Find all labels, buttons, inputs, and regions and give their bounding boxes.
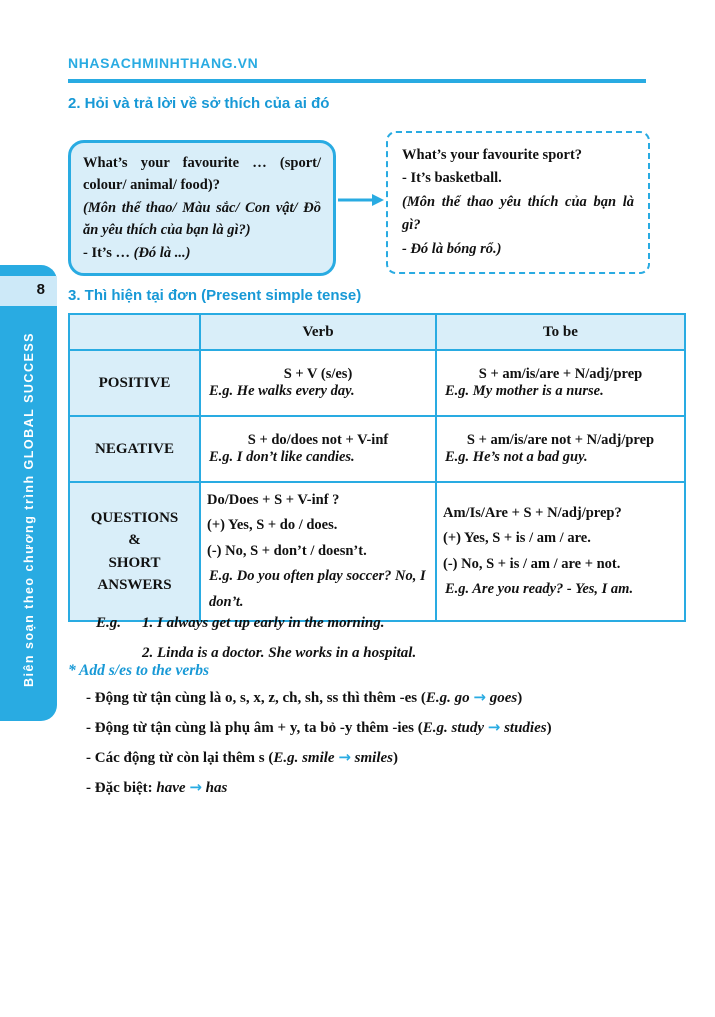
rule-special-result: has xyxy=(201,779,228,796)
rule-es-close: ) xyxy=(517,690,523,706)
questions-label-line4: ANSWERS xyxy=(97,577,172,593)
examples-block xyxy=(96,608,416,668)
rule-s-result: smiles xyxy=(350,749,394,766)
rule-special xyxy=(86,773,552,803)
questions-verb-line1: Do/Does + S + V-inf ? xyxy=(207,492,340,509)
rule-ies-close: ) xyxy=(546,719,552,736)
example-dialog-box xyxy=(386,131,650,274)
rule-special-text: - Đặc biệt: xyxy=(86,779,157,796)
questions-label-line1: QUESTIONS xyxy=(90,509,179,526)
negative-tobe-example: E.g. He’s not a bad guy. xyxy=(445,449,588,465)
row-label-negative: NEGATIVE xyxy=(69,416,200,482)
questions-tobe-line2: (+) Yes, S + is / am / are. xyxy=(443,530,591,547)
row-label-positive: POSITIVE xyxy=(69,350,200,416)
positive-tobe-cell xyxy=(436,350,685,416)
positive-verb-formula: S + V (s/es) xyxy=(283,366,353,382)
question-pattern-en: What’s your favourite … (sport/ colour/ animal/ food)? xyxy=(83,155,321,194)
rule-es xyxy=(86,683,552,713)
rule-ies-text: - Động từ tận cùng là phụ âm + y, ta bỏ -y thêm -ies ( xyxy=(86,719,423,736)
answer-pattern-en: - It’s … xyxy=(83,244,134,261)
sidebar-tab xyxy=(0,265,57,721)
negative-tobe-formula: S + am/is/are not + N/adj/prep xyxy=(466,432,655,448)
questions-verb-line3: (-) No, S + don’t / doesn’t. xyxy=(207,542,367,559)
row-label-questions xyxy=(69,482,200,621)
rule-ies-example: E.g. study xyxy=(422,719,488,736)
example-label: E.g. xyxy=(96,615,122,631)
page-number: 8 xyxy=(36,281,45,298)
example-sentence-1: 1. I always get up early in the morning. xyxy=(142,615,385,631)
site-name: NHASACHMINHTHANG.VN xyxy=(68,55,259,71)
table-row-positive xyxy=(69,350,685,416)
rule-s-example: E.g. smile xyxy=(273,749,339,766)
section-3-title: 3. Thì hiện tại đơn (Present simple tense) xyxy=(68,287,362,304)
example-sentence-2: 2. Linda is a doctor. She works in a hospital. xyxy=(142,645,417,661)
right-arrow-icon xyxy=(336,192,384,208)
question-pattern-box xyxy=(68,140,336,276)
table-header-row xyxy=(69,314,685,350)
table-corner-cell xyxy=(69,314,200,350)
rule-es-result: goes xyxy=(485,690,518,706)
sidebar-vertical-text: Biên soạn theo chương trình GLOBAL SUCCESS xyxy=(21,332,36,688)
questions-label-line2: & xyxy=(128,532,141,548)
questions-tobe-example: E.g. Are you ready? - Yes, I am. xyxy=(445,580,634,597)
add-ses-rules xyxy=(86,683,552,803)
rule-special-example: have xyxy=(156,779,190,796)
questions-tobe-cell xyxy=(436,482,685,621)
rule-s-arrow-icon: → xyxy=(338,747,351,766)
rule-ies xyxy=(86,713,552,743)
positive-verb-example: E.g. He walks every day. xyxy=(209,383,355,399)
questions-verb-cell xyxy=(200,482,436,621)
questions-tobe-line1: Am/Is/Are + S + N/adj/prep? xyxy=(443,504,622,521)
example-answer-vi: - Đó là bóng rổ.) xyxy=(402,240,502,257)
negative-verb-example: E.g. I don’t like candies. xyxy=(209,449,355,465)
example-line-1 xyxy=(96,608,416,638)
example-question-vi: (Môn thể thao yêu thích của bạn là gì? xyxy=(402,193,634,234)
rule-ies-result: studies xyxy=(500,719,547,736)
column-header-tobe: To be xyxy=(436,314,685,350)
rule-s xyxy=(86,743,552,773)
example-answer: - It’s basketball. xyxy=(402,170,502,187)
rule-special-arrow-icon: → xyxy=(189,777,202,796)
rule-s-close: ) xyxy=(393,749,399,766)
rule-es-arrow-icon: → xyxy=(473,688,486,706)
negative-verb-cell xyxy=(200,416,436,482)
rule-es-example: E.g. go xyxy=(425,690,474,706)
rule-s-text: - Các động từ còn lại thêm s ( xyxy=(86,749,274,766)
header-divider xyxy=(68,79,646,83)
table-row-questions xyxy=(69,482,685,621)
questions-verb-line2: (+) Yes, S + do / does. xyxy=(207,517,338,534)
table-row-negative xyxy=(69,416,685,482)
negative-verb-formula: S + do/does not + V-inf xyxy=(247,432,389,448)
negative-tobe-cell xyxy=(436,416,685,482)
questions-label-line3: SHORT xyxy=(108,554,161,571)
sidebar-vertical-text-wrap xyxy=(0,313,57,707)
rule-ies-arrow-icon: → xyxy=(487,717,501,736)
column-header-verb: Verb xyxy=(200,314,436,350)
page-number-band xyxy=(0,276,57,306)
question-pattern-vi: (Môn thể thao/ Màu sắc/ Con vật/ Đồ ăn yêu thích của bạn là gì?) xyxy=(83,199,321,239)
present-simple-table xyxy=(68,313,686,622)
positive-tobe-formula: S + am/is/are + N/adj/prep xyxy=(478,366,643,382)
questions-tobe-line3: (-) No, S + is / am / are + not. xyxy=(443,555,621,572)
positive-verb-cell xyxy=(200,350,436,416)
answer-pattern-vi: (Đó là ...) xyxy=(133,244,191,261)
rule-es-text: - Động từ tận cùng là o, s, x, z, ch, sh, ss thì thêm -es ( xyxy=(86,690,426,706)
add-ses-title: * Add s/es to the verbs xyxy=(68,662,210,679)
example-question: What’s your favourite sport? xyxy=(402,147,583,163)
section-2-title: 2. Hỏi và trả lời về sở thích của ai đó xyxy=(68,95,330,112)
questions-verb-example: E.g. Do you often play soccer? No, I don’t. xyxy=(209,568,426,610)
positive-tobe-example: E.g. My mother is a nurse. xyxy=(445,383,604,399)
